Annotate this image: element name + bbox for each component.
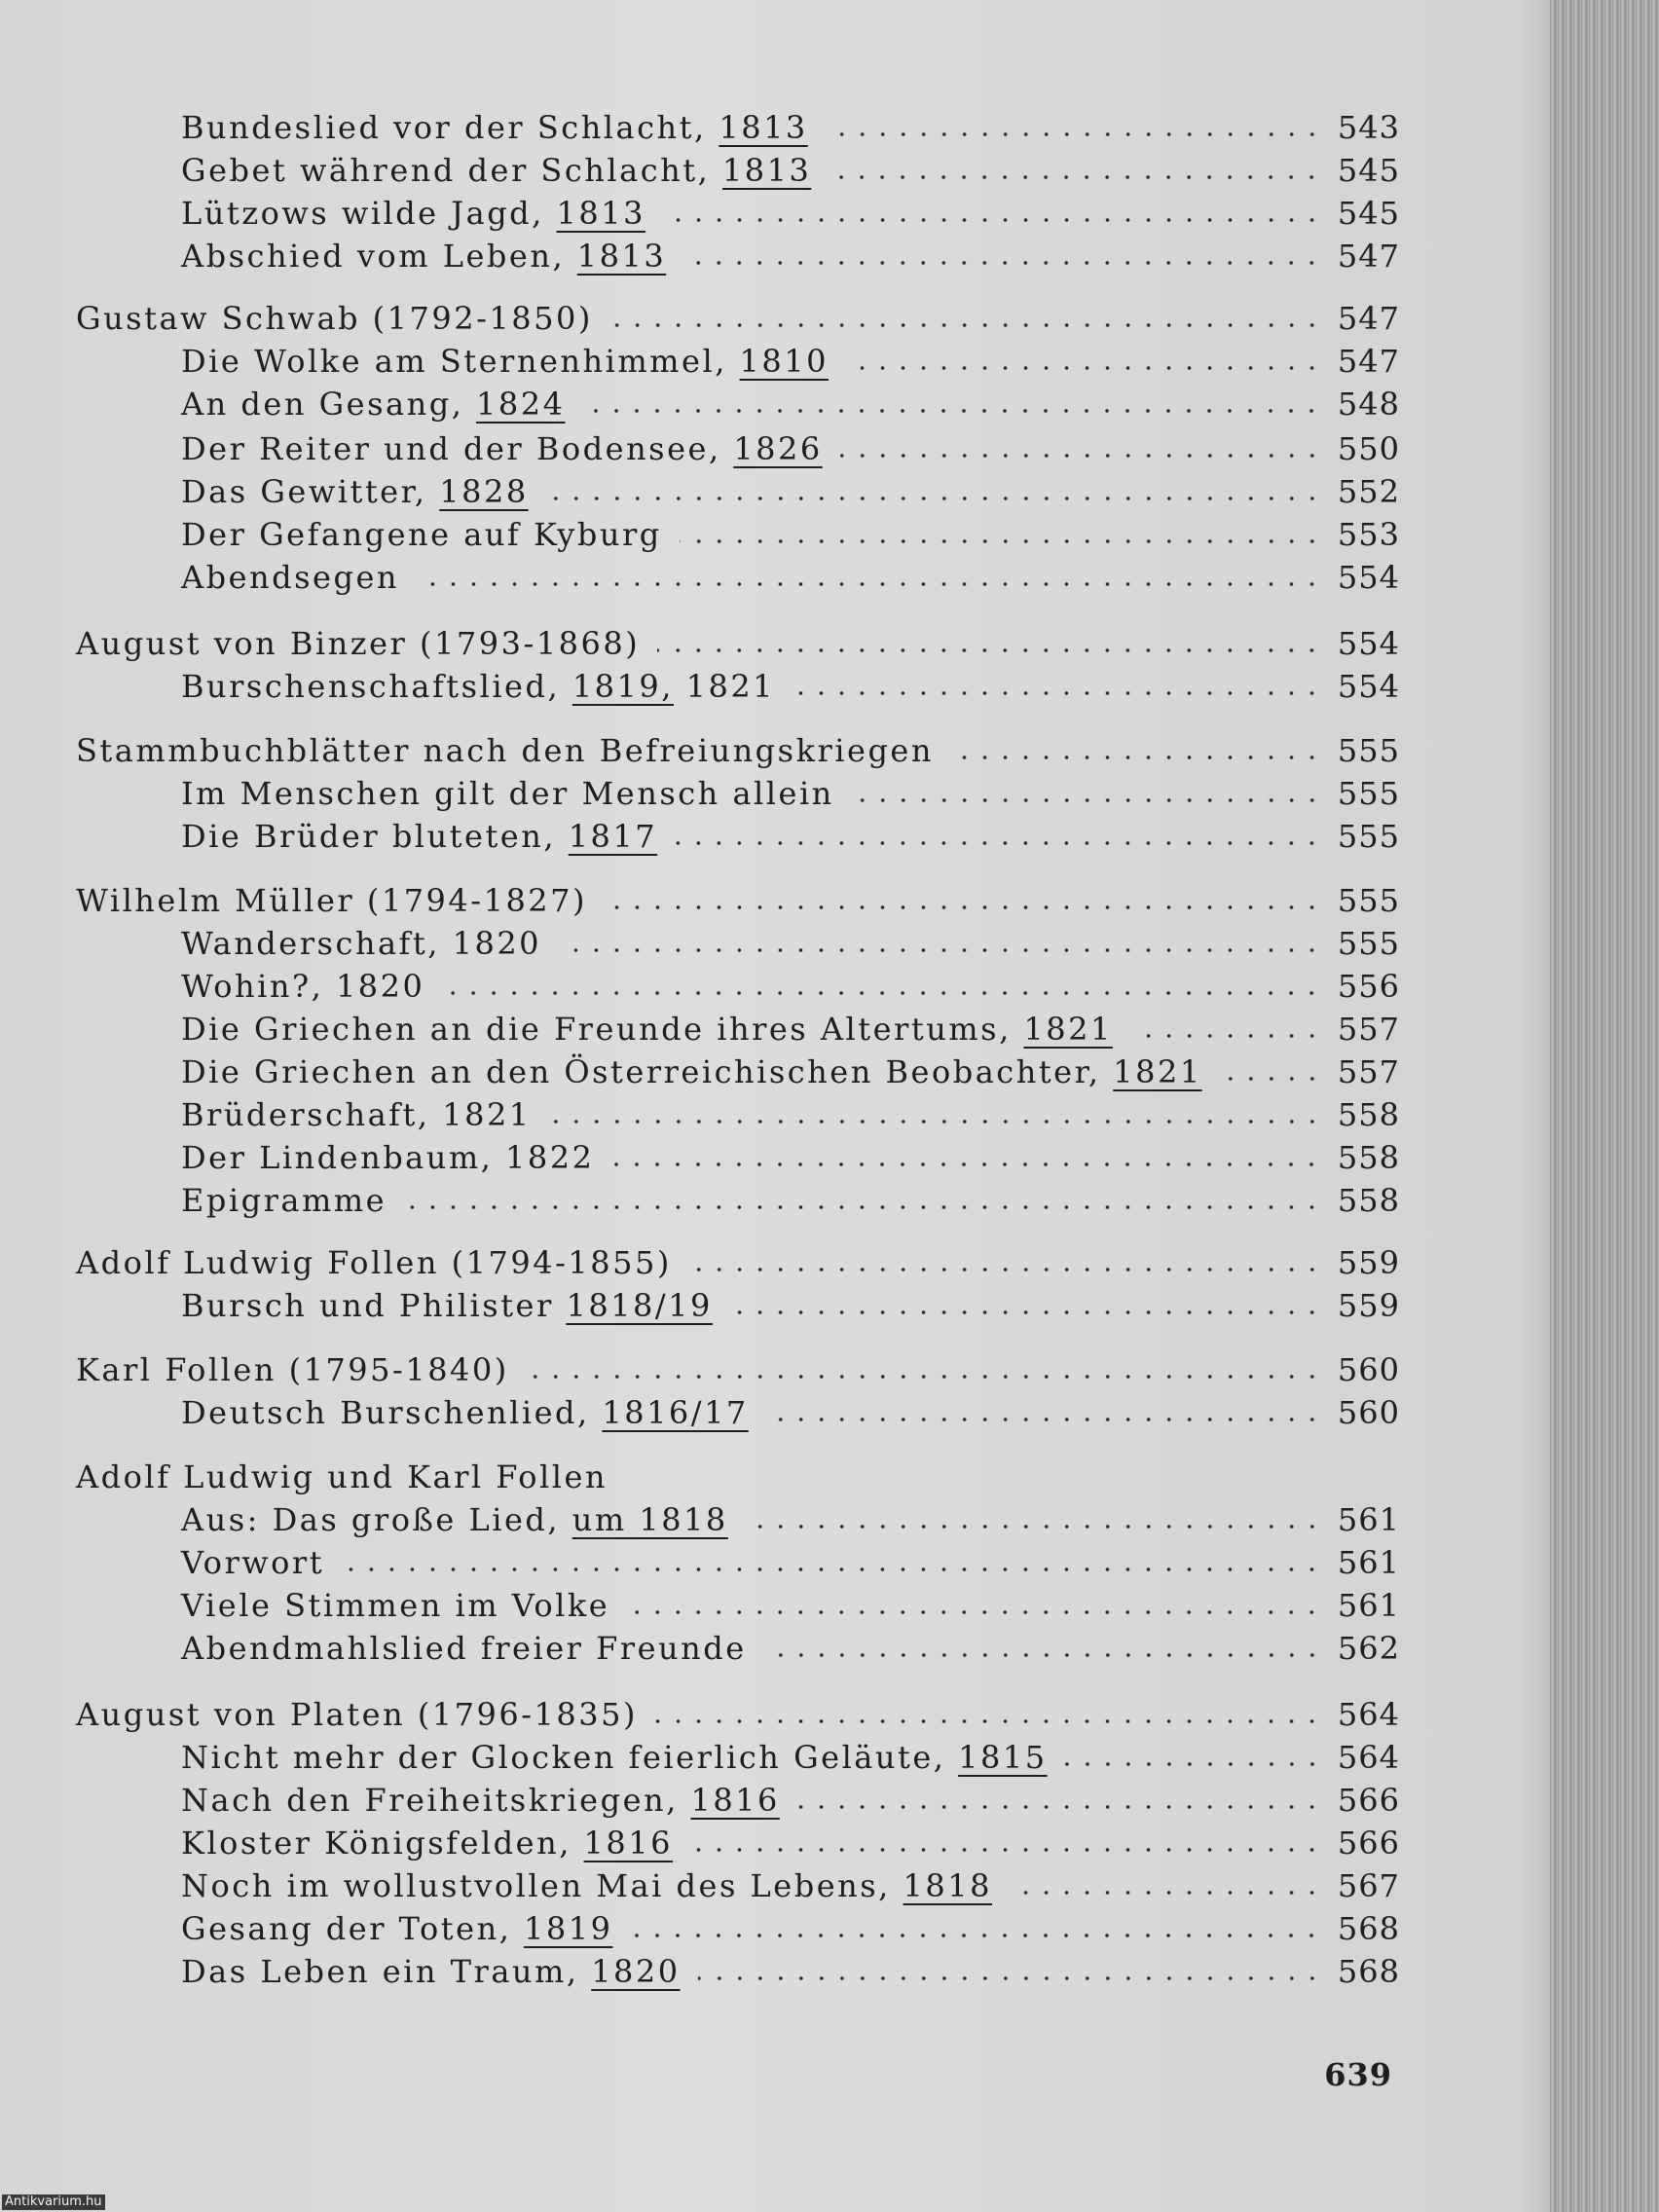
toc-entry — [181, 1581, 1400, 1624]
entry-year: 1817 — [568, 818, 658, 855]
entry-title — [181, 343, 829, 380]
dot-leader — [680, 539, 1322, 543]
entry-page-number: 554 — [1337, 668, 1400, 705]
entry-page-number: 543 — [1337, 109, 1400, 146]
toc-entry — [181, 1819, 1400, 1862]
dot-leader — [764, 1653, 1322, 1657]
entry-title — [76, 1351, 509, 1388]
entry-title — [181, 1053, 1202, 1090]
toc-author-heading — [76, 1690, 1400, 1733]
entry-title-text: An den Gesang, — [181, 386, 477, 423]
entry-year: 1810 — [739, 343, 829, 380]
entry-page-number: 555 — [1337, 775, 1400, 812]
entry-year: 1813 — [721, 152, 812, 189]
toc-entry — [181, 146, 1400, 189]
entry-title-text: Vorwort — [181, 1544, 325, 1581]
entry-page-number: 568 — [1337, 1953, 1400, 1990]
entry-page-number: 557 — [1337, 1011, 1400, 1048]
toc-entry — [181, 662, 1400, 705]
entry-title — [181, 668, 775, 705]
entry-title — [76, 1458, 608, 1495]
dot-leader — [797, 1805, 1322, 1809]
entry-title-text: Nicht mehr der Glocken feierlich Geläute, — [181, 1739, 959, 1776]
entry-title-text: Gebet während der Schlacht, — [181, 152, 722, 189]
toc-author-heading — [76, 1238, 1400, 1281]
entry-title-text: August von Binzer (1793-1868) — [76, 625, 641, 662]
toc-entry — [181, 103, 1400, 146]
entry-title — [181, 473, 529, 510]
toc-entry — [181, 1776, 1400, 1819]
entry-page-number: 554 — [1337, 625, 1400, 662]
entry-page-number: 567 — [1337, 1867, 1400, 1904]
entry-title-text: Wanderschaft, 1820 — [181, 925, 542, 962]
dot-leader — [417, 582, 1322, 586]
entry-title-text: Kloster Königsfelden, — [181, 1825, 584, 1862]
entry-title-text: Karl Follen (1795-1840) — [76, 1351, 509, 1388]
toc-entry — [181, 1133, 1400, 1176]
toc-entry — [181, 1862, 1400, 1904]
entry-page-number: 561 — [1337, 1501, 1400, 1538]
entry-year: um 1818 — [571, 1501, 728, 1538]
toc-author-heading — [76, 876, 1400, 919]
entry-title-text: Wohin?, 1820 — [181, 968, 425, 1005]
entry-page-number: 552 — [1337, 473, 1400, 510]
entry-title — [181, 1287, 713, 1324]
toc-entry — [181, 1495, 1400, 1538]
entry-year: 1816 — [583, 1825, 673, 1862]
entry-title-text: Stammbuchblätter nach den Befreiungskriegen — [76, 732, 934, 769]
entry-title — [181, 1544, 324, 1581]
dot-leader — [826, 132, 1322, 136]
entry-title-text: Adolf Ludwig und Karl Follen — [76, 1458, 608, 1495]
toc-entry — [181, 1005, 1400, 1048]
entry-page-number: 553 — [1337, 516, 1400, 553]
entry-title — [76, 1244, 672, 1281]
entry-title-text: Der Lindenbaum, 1822 — [181, 1139, 595, 1176]
entry-title-text: Abschied vom Leben, — [181, 238, 577, 275]
dot-leader — [846, 366, 1322, 370]
entry-title-text: Brüderschaft, 1821 — [181, 1096, 532, 1133]
entry-title — [181, 516, 662, 553]
entry-year: 1813 — [719, 109, 808, 146]
entry-title — [181, 775, 834, 812]
dot-leader — [627, 1610, 1322, 1614]
dot-leader — [746, 1525, 1322, 1529]
entry-year: 1819, — [571, 668, 674, 705]
entry-year-extra: 1821 — [673, 668, 776, 705]
toc-entry — [181, 424, 1400, 467]
entry-year: 1820 — [591, 1953, 681, 1990]
toc-author-heading — [76, 726, 1400, 769]
page-number: 639 — [1324, 2056, 1392, 2093]
dot-leader — [404, 1205, 1322, 1209]
toc-entry — [181, 1176, 1400, 1219]
entry-title — [76, 882, 587, 919]
entry-title-text: Abendmahlslied freier Freunde — [181, 1630, 747, 1667]
entry-title — [181, 1867, 992, 1904]
entry-title-text: Aus: Das große Lied, — [181, 1501, 572, 1538]
dot-leader — [546, 497, 1322, 500]
entry-title — [181, 386, 565, 423]
entry-title — [181, 430, 823, 467]
entry-title — [76, 300, 593, 337]
toc-entry — [181, 962, 1400, 1005]
entry-title-text: Lützows wilde Jagd, — [181, 195, 557, 232]
toc-entry — [181, 1947, 1400, 1990]
entry-title — [181, 1394, 749, 1431]
entry-page-number: 568 — [1337, 1910, 1400, 1947]
entry-title-text: Der Reiter und der Bodensee, — [181, 430, 734, 467]
dot-leader — [689, 1268, 1322, 1272]
entry-year: 1819 — [524, 1910, 613, 1947]
entry-title-text: Das Leben ein Traum, — [181, 1953, 592, 1990]
entry-title — [181, 1587, 609, 1624]
entry-page-number: 561 — [1337, 1544, 1400, 1581]
entry-year: 1813 — [556, 195, 645, 232]
entry-page-number: 554 — [1337, 559, 1400, 596]
entry-title — [181, 968, 424, 1005]
entry-title — [181, 559, 399, 596]
entry-page-number: 558 — [1337, 1096, 1400, 1133]
entry-page-number: 560 — [1337, 1351, 1400, 1388]
dot-leader — [559, 948, 1322, 952]
dot-leader — [951, 756, 1322, 759]
entry-page-number: 566 — [1337, 1782, 1400, 1819]
entry-title — [181, 1739, 1048, 1776]
toc-entry — [181, 1281, 1400, 1324]
entry-title-text: Die Brüder bluteten, — [181, 818, 569, 855]
toc-entry — [181, 510, 1400, 553]
toc-entry — [181, 1733, 1400, 1776]
toc-entry — [181, 769, 1400, 812]
toc-entry — [181, 232, 1400, 275]
entry-year: 1826 — [733, 430, 823, 467]
entry-page-number: 555 — [1337, 818, 1400, 855]
entry-title-text: Nach den Freiheitskriegen, — [181, 1782, 691, 1819]
entry-title — [181, 109, 808, 146]
dot-leader — [611, 1162, 1322, 1166]
watermark: Antikvarium.hu — [2, 2194, 105, 2210]
entry-title — [76, 625, 640, 662]
entry-title — [181, 1501, 728, 1538]
toc-entry — [181, 1538, 1400, 1581]
dot-leader — [657, 648, 1322, 652]
entry-page-number: 557 — [1337, 1053, 1400, 1090]
entry-title-text: Wilhelm Müller (1794-1827) — [76, 882, 587, 919]
entry-page-number: 555 — [1337, 882, 1400, 919]
dot-leader — [630, 1934, 1322, 1937]
entry-title — [181, 1011, 1113, 1048]
entry-year: 1821 — [1113, 1053, 1202, 1090]
entry-year: 1816 — [690, 1782, 780, 1819]
entry-title-text: Im Menschen gilt der Mensch allein — [181, 775, 834, 812]
entry-page-number: 547 — [1337, 238, 1400, 275]
toc-author-heading — [76, 619, 1400, 662]
entry-page-number: 555 — [1337, 925, 1400, 962]
dot-leader — [1010, 1891, 1322, 1895]
entry-title — [181, 1139, 594, 1176]
entry-title-text: Das Gewitter, — [181, 473, 440, 510]
dot-leader — [852, 798, 1322, 802]
entry-title — [181, 195, 645, 232]
entry-title-text: Die Griechen an die Freunde ihres Altertums, — [181, 1011, 1024, 1048]
entry-year: 1821 — [1023, 1011, 1113, 1048]
entry-title-text: Adolf Ludwig Follen (1794-1855) — [76, 1244, 672, 1281]
entry-year: 1815 — [958, 1739, 1048, 1776]
entry-year: 1816/17 — [602, 1394, 749, 1431]
toc-entry — [181, 812, 1400, 855]
entry-title — [181, 1630, 747, 1667]
entry-page-number: 566 — [1337, 1825, 1400, 1862]
entry-title — [181, 1825, 673, 1862]
toc-entry — [181, 380, 1400, 423]
toc-author-heading — [76, 1346, 1400, 1388]
toc-entry — [181, 1090, 1400, 1133]
entry-page-number: 555 — [1337, 732, 1400, 769]
entry-page-number: 559 — [1337, 1244, 1400, 1281]
entry-title — [181, 1096, 532, 1133]
entry-page-number: 559 — [1337, 1287, 1400, 1324]
entry-year: 1824 — [476, 386, 566, 423]
dot-leader — [1065, 1762, 1322, 1766]
entry-page-number: 564 — [1337, 1696, 1400, 1733]
dot-leader — [840, 454, 1322, 458]
entry-page-number: 545 — [1337, 195, 1400, 232]
entry-year: 1818 — [903, 1867, 992, 1904]
dot-leader — [442, 991, 1322, 995]
toc-entry — [181, 337, 1400, 380]
entry-page-number: 556 — [1337, 968, 1400, 1005]
entry-title — [181, 818, 657, 855]
dot-leader — [690, 1848, 1322, 1852]
entry-year: 1828 — [439, 473, 529, 510]
dot-leader — [625, 1482, 1322, 1486]
toc-entry — [181, 919, 1400, 962]
entry-page-number: 560 — [1337, 1394, 1400, 1431]
entry-page-number: 550 — [1337, 430, 1400, 467]
dot-leader — [829, 175, 1322, 179]
toc-entry — [181, 1048, 1400, 1090]
toc-entry — [181, 1624, 1400, 1667]
entry-title-text: Der Gefangene auf Kyburg — [181, 516, 662, 553]
dot-leader — [766, 1418, 1322, 1421]
entry-title-text: Gustaw Schwab (1792-1850) — [76, 300, 593, 337]
entry-title — [181, 1953, 681, 1990]
dot-leader — [549, 1120, 1322, 1124]
dot-leader — [1130, 1034, 1322, 1038]
entry-title-text: Gesang der Toten, — [181, 1910, 525, 1947]
entry-page-number: 558 — [1337, 1182, 1400, 1219]
entry-title-text: Noch im wollustvollen Mai des Lebens, — [181, 1867, 903, 1904]
toc-entry — [181, 467, 1400, 510]
entry-title-text: Deutsch Burschenlied, — [181, 1394, 603, 1431]
entry-page-number: 547 — [1337, 343, 1400, 380]
entry-page-number: 561 — [1337, 1587, 1400, 1624]
entry-page-number: 558 — [1337, 1139, 1400, 1176]
dot-leader — [730, 1310, 1322, 1314]
dot-leader — [683, 261, 1322, 265]
dot-leader — [582, 409, 1322, 413]
entry-year: 1813 — [576, 238, 667, 275]
dot-leader — [793, 691, 1322, 695]
dot-leader — [675, 841, 1322, 845]
entry-title — [76, 1696, 638, 1733]
entry-title-text: Abendsegen — [181, 559, 400, 596]
dot-leader — [342, 1567, 1322, 1571]
entry-title-text: August von Platen (1796-1835) — [76, 1696, 638, 1733]
entry-title-text: Viele Stimmen im Volke — [181, 1587, 610, 1624]
entry-title-text: Die Wolke am Sternenhimmel, — [181, 343, 740, 380]
toc-author-heading — [76, 294, 1400, 337]
entry-page-number: 564 — [1337, 1739, 1400, 1776]
dot-leader — [655, 1719, 1322, 1723]
dot-leader — [1220, 1077, 1322, 1081]
dot-leader — [610, 323, 1322, 327]
entry-title — [181, 1910, 612, 1947]
entry-title — [181, 1182, 387, 1219]
entry-title-text: Burschenschaftslied, — [181, 668, 572, 705]
entry-page-number: 562 — [1337, 1630, 1400, 1667]
entry-year: 1818/19 — [566, 1287, 713, 1324]
entry-page-number: 547 — [1337, 300, 1400, 337]
entry-title — [181, 152, 811, 189]
dot-leader — [663, 218, 1322, 222]
entry-title — [181, 925, 541, 962]
entry-title — [181, 238, 666, 275]
toc-entry — [181, 189, 1400, 232]
dot-leader — [698, 1976, 1322, 1980]
dot-leader — [527, 1375, 1322, 1379]
toc-entry — [181, 1904, 1400, 1947]
toc-entry — [181, 553, 1400, 596]
entry-title-text: Epigramme — [181, 1182, 387, 1219]
entry-title-text: Die Griechen an den Österreichischen Beobachter, — [181, 1053, 1114, 1090]
page-edge — [1550, 0, 1659, 2212]
entry-page-number: 548 — [1337, 386, 1400, 423]
entry-title-text: Bursch und Philister — [181, 1287, 567, 1324]
toc-author-heading — [76, 1453, 1400, 1495]
dot-leader — [605, 905, 1322, 909]
entry-title — [181, 1782, 780, 1819]
toc-entry — [181, 1388, 1400, 1431]
entry-title — [76, 732, 934, 769]
entry-title-text: Bundeslied vor der Schlacht, — [181, 109, 719, 146]
entry-page-number: 545 — [1337, 152, 1400, 189]
